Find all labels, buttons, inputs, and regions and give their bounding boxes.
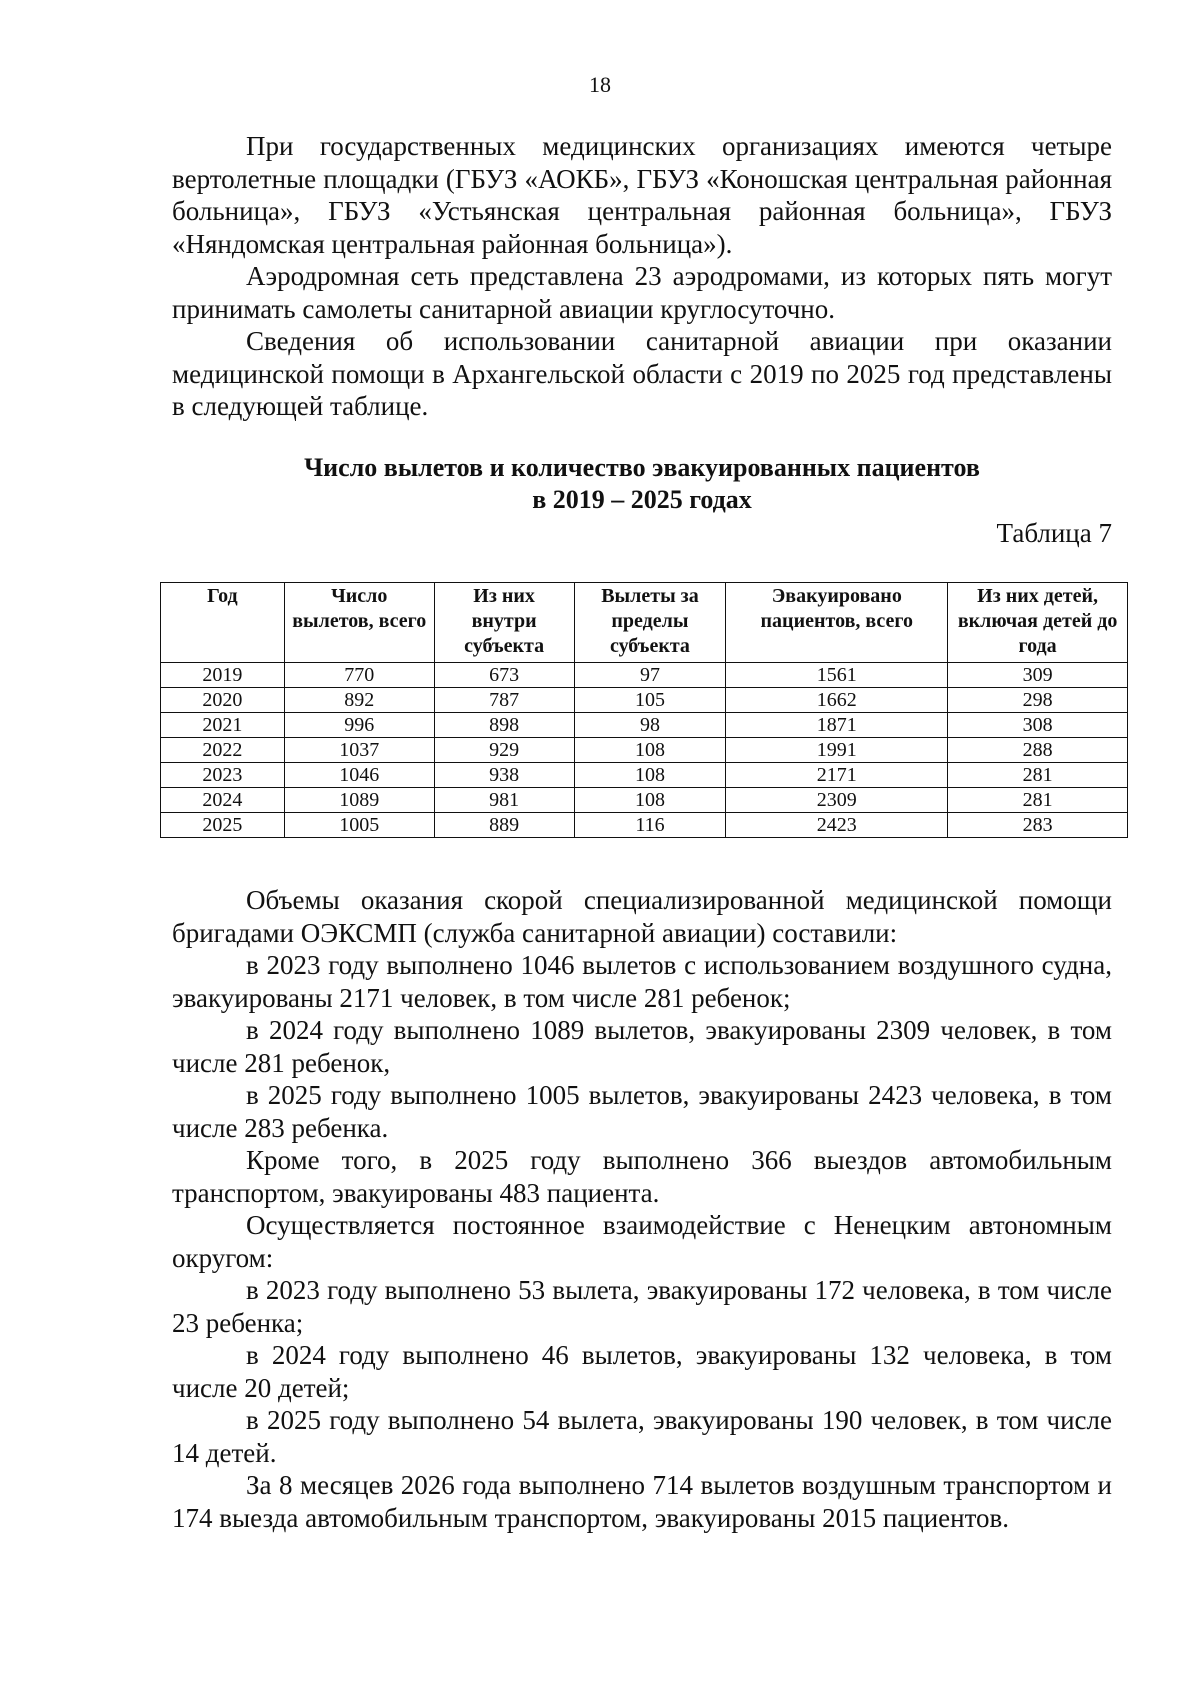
table-row: [161, 788, 1128, 813]
outro-paragraph: в 2025 году выполнено 1005 вылетов, эвакуированы 2423 человека, в том числе 283 ребенка.: [172, 1080, 1112, 1143]
table-header-cell: Из них внутри субъекта: [434, 583, 574, 663]
table-cell: 1089: [284, 788, 434, 813]
table-body: [161, 663, 1128, 838]
table-cell: 2022: [161, 738, 285, 763]
table-header-row: [161, 583, 1128, 663]
table-cell: 97: [574, 663, 726, 688]
table-title-line1: Число вылетов и количество эвакуированных пациентов: [304, 453, 980, 482]
table-cell: 2024: [161, 788, 285, 813]
table-cell: 2020: [161, 688, 285, 713]
table-cell: 2023: [161, 763, 285, 788]
table-cell: 298: [948, 688, 1128, 713]
table-cell: 108: [574, 763, 726, 788]
intro-paragraph: При государственных медицинских организациях имеются четыре вертолетные площадки (ГБУЗ «АОКБ», ГБУЗ «Коношская центральная районная больница», ГБУЗ «Устьянская центральная районная больница», ГБУЗ «Няндомская центральная районная больница»).: [172, 131, 1112, 259]
table-title-line2: в 2019 – 2025 годах: [532, 485, 752, 514]
outro-paragraph: Осуществляется постоянное взаимодействие с Ненецким автономным округом:: [172, 1210, 1112, 1273]
table-cell: 892: [284, 688, 434, 713]
outro-paragraph: Кроме того, в 2025 году выполнено 366 выездов автомобильным транспортом, эвакуированы 483 пациента.: [172, 1145, 1112, 1208]
table-cell: 1046: [284, 763, 434, 788]
outro-paragraph: в 2023 году выполнено 53 вылета, эвакуированы 172 человека, в том числе 23 ребенка;: [172, 1275, 1112, 1338]
table-cell: 1991: [726, 738, 948, 763]
table-row: [161, 813, 1128, 838]
table-cell: 98: [574, 713, 726, 738]
table-cell: 1662: [726, 688, 948, 713]
outro-paragraph: в 2025 году выполнено 54 вылета, эвакуированы 190 человек, в том числе 14 детей.: [172, 1405, 1112, 1468]
table-header-cell: Вылеты за пределы субъекта: [574, 583, 726, 663]
table-cell: 1005: [284, 813, 434, 838]
intro-paragraph: Аэродромная сеть представлена 23 аэродромами, из которых пять могут принимать самолеты санитарной авиации круглосуточно.: [172, 261, 1112, 324]
table-cell: 1561: [726, 663, 948, 688]
outro-paragraph: в 2024 году выполнено 46 вылетов, эвакуированы 132 человека, в том числе 20 детей;: [172, 1340, 1112, 1403]
intro-paragraph: Сведения об использовании санитарной авиации при оказании медицинской помощи в Архангельской области с 2019 по 2025 год представлены в следующей таблице.: [172, 326, 1112, 421]
table-cell: 288: [948, 738, 1128, 763]
table-cell: 2171: [726, 763, 948, 788]
table-cell: 1037: [284, 738, 434, 763]
table-cell: 996: [284, 713, 434, 738]
outro-paragraph: За 8 месяцев 2026 года выполнено 714 вылетов воздушным транспортом и 174 выезда автомобильным транспортом, эвакуированы 2015 пациентов.: [172, 1470, 1112, 1533]
table-cell: 108: [574, 738, 726, 763]
outro-paragraph: Объемы оказания скорой специализированной медицинской помощи бригадами ОЭКСМП (служба санитарной авиации) составили:: [172, 885, 1112, 948]
table-row: [161, 738, 1128, 763]
table-cell: 929: [434, 738, 574, 763]
table-cell: 308: [948, 713, 1128, 738]
table-cell: 105: [574, 688, 726, 713]
outro-paragraph: в 2024 году выполнено 1089 вылетов, эвакуированы 2309 человек, в том числе 281 ребенок,: [172, 1015, 1112, 1078]
table-cell: 309: [948, 663, 1128, 688]
table-cell: 2309: [726, 788, 948, 813]
outro-paragraph: в 2023 году выполнено 1046 вылетов с использованием воздушного судна, эвакуированы 2171 человек, в том числе 281 ребенок;: [172, 950, 1112, 1013]
table-header-cell: Год: [161, 583, 285, 663]
table-row: [161, 713, 1128, 738]
data-table: [160, 582, 1128, 838]
table-cell: 1871: [726, 713, 948, 738]
table-cell: 673: [434, 663, 574, 688]
table-cell: 2025: [161, 813, 285, 838]
table-header-cell: Эвакуировано пациентов, всего: [726, 583, 948, 663]
table-header-cell: Из них детей, включая детей до года: [948, 583, 1128, 663]
table-cell: 770: [284, 663, 434, 688]
table-cell: 2021: [161, 713, 285, 738]
table-cell: 2019: [161, 663, 285, 688]
table-cell: 116: [574, 813, 726, 838]
table-cell: 283: [948, 813, 1128, 838]
table-cell: 938: [434, 763, 574, 788]
table-cell: 787: [434, 688, 574, 713]
page-number: 18: [589, 72, 611, 97]
table-header-cell: Число вылетов, всего: [284, 583, 434, 663]
table-row: [161, 763, 1128, 788]
outro-section: [172, 884, 1112, 1534]
table-cell: 2423: [726, 813, 948, 838]
table-row: [161, 663, 1128, 688]
table-title: [172, 452, 1112, 516]
table-cell: 281: [948, 788, 1128, 813]
table-caption: Таблица 7: [996, 518, 1112, 548]
table-cell: 281: [948, 763, 1128, 788]
table-cell: 889: [434, 813, 574, 838]
table-row: [161, 688, 1128, 713]
table-cell: 981: [434, 788, 574, 813]
table-cell: 108: [574, 788, 726, 813]
intro-section: [172, 130, 1112, 423]
table-cell: 898: [434, 713, 574, 738]
